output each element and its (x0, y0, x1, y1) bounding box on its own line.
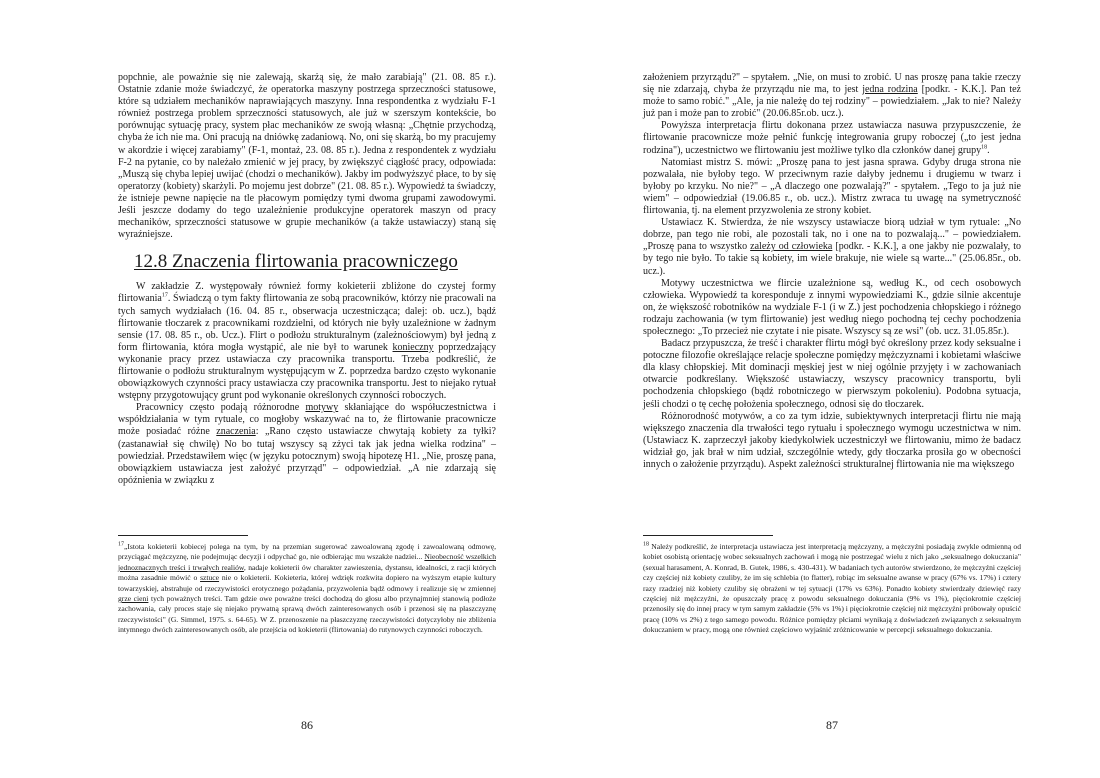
text-run: „Istota kokieterii kobiecej polega na tym, by na przemian sugerować zawoalowaną zgodę i zawoalowaną odmowę, przyciągać mężczyznę, nie podejmując decyzji i odpychać go, nie odbierając mu wszakże nadziei... (118, 542, 496, 562)
text-run: poprzedzający wykonanie pracy przez ustawiacza czy pracownika transportu. Trzeba podkreślić, że flirtowanie o podłożu strukturalnym występującym w Z. poprzedza bardzo często wykonanie obowiązkowych czynności pracy ustawiacza czy pracownika transportu. Jest to niejako rytuał wstępny przygotowujący grunt pod wykonanie określonych czynności roboczych. (118, 341, 496, 402)
paragraph: Natomiast mistrz S. mówi: „Proszę pana to jest jasna sprawa. Gdyby druga strona nie pozwalała, nie byłoby tego. W przeciwnym razie dałyby jednemu i drugiemu w twarz i byłoby po krzyku. No nie?" – „A dlaczego one pozwalają?" - spytałem. „Tego to ja już nie wiem" – odpowiedział (19.06.85 r., ob. ucz.). Mistrz zwraca tu uwagę na symetryczność flirtowania, tj. na element przyzwolenia ze strony kobiet. (643, 156, 1021, 217)
footnote-number: 17 (118, 541, 124, 548)
text-run: Powyższa interpretacja flirtu dokonana przez ustawiacza nasuwa przypuszczenie, że flirtowanie pracownicze może pełnić funkcję integrowania grupy roboczej („to jest jedna rodzina"), uczestnictwo we flirtowaniu jest możliwe tylko dla członków danej grupy (643, 120, 1021, 156)
underlined-word: znaczenia (216, 426, 256, 438)
text-run: , nadaje kokieterii ów charakter zawieszenia, dystansu, idealności, z racji których można zasadnie mówić o (118, 562, 496, 583)
paragraph (118, 402, 496, 487)
underlined-phrase: grze cieni (118, 594, 149, 604)
text-run: nie o kokieterii. Kokieteria, której wdzięk rozkwita dopiero na wyższym etapie kultury towarzyskiej, abstrahuje od rzeczywistości erotycznego pożądania, przyzwolenia bądź odmowy i realizuje się w zmiennej (118, 573, 496, 593)
footnote-number: 18 (643, 541, 649, 548)
paragraph: popchnie, ale poważnie się nie zalewają, skarżą się, że mało zarabiają" (21. 08. 85 r.). Ostatnie zdanie może świadczyć, że operatorka maszyny postrzega sprzeczności statusowe, które są udziałem mechaników naprawiających maszyny. Inna respondentka z wydziału F-1 również postrzega problem sprzeczności statusowych, ale już w szerszym kontekście, bo porównując sytuację pracy, system płac mechaników ze swoją własną: „Chętnie przychodzą, chyba że ich nie ma. Oni pracują na dniówkę zadaniową. No, oni się skarżą, bo my pracujemy w akordzie i więcej zarabiamy" (F-1, montaż, 23. 08. 85 r.). Jedna z respondentek z wydziału F-2 na pytanie, co by należało zmienić w jej pracy, by zwiększyć ciągłość pracy, odpowiada: „Muszą się chyba lepiej uwijać (chodzi o mechaników). Jakby im podwyższyć płace, to by się operatorzy (kobiety) skarżyli. Po mojemu jest dobrze" (21. 08. 85 r.). Wypowiedź ta świadczy, że istnieje pewne napięcie na tle płacowym pomiędzy tymi dwoma grupami zawodowymi. Jeśli jeszcze dodamy do tego uzależnienie produkcyjne operatorek maszyn od pracy mechaników, sprzeczności statusowe w grupie mechaników (a także ustawiaczy) staną się wyraźniejsze. (118, 72, 496, 241)
text-run: Należy podkreślić, że interpretacja ustawiacza jest interpretacją mężczyzny, a mężczyźni posiadają zwykle odmienną od kobiet osobistą orientację wobec seksualnych zachowań i mogą nie postrzegać wielu z nich jako „seksualnego dokuczania" (sexual harasament, A. Konrad, B. Gutek, 1986, s. 430-431). W badaniach tych autorów stwierdzono, że mężczyźni częściej czy częściej niż kobiety czuliby, że im się schlebia (to flatter), robiąc im seksualne awanse w pracy (67% vs. 17%) i cztery razy rzadziej niż kobiety czuliby się obrażeni w tej sytuacji (17% vs 63%). Ponadto kobiety stwierdzały dziewięć razy częściej niż mężczyźni, że opuszczały pracę z powodu seksualnego dokuczania (9% vs 1%), pięciokrotnie częściej przenosiły się do innej pracy w tym samym zakładzie (5% vs 1%) i pięciokrotnie częściej niż mężczyźni próbowały opuścić pracę (10% vs 2%) z tego samego powodu. Różnice pomiędzy płciami wynikają z doświadczeń związanych z seksualnym dokuczaniem w pracy, mogą one również częściowo wyjaśnić zróżnicowanie w percepcji seksualnego dokuczania. (643, 542, 1021, 635)
footnote (643, 542, 1021, 636)
page-number-left: 86 (301, 718, 313, 732)
section-heading: 12.8 Znaczenia flirtowania pracowniczego (134, 251, 458, 273)
text-run: W zakładzie Z. występowały również formy kokieterii zbliżone do czystej formy flirtowania (118, 281, 496, 305)
page-number-right: 87 (826, 718, 838, 732)
paragraph: Różnorodność motywów, a co za tym idzie, subiektywnych interpretacji flirtu nie mają większego znaczenia dla trwałości tego rytuału i społecznego wymogu uczestnictwa w nim. (Ustawiacz K. zaprzeczył jakoby kiedykolwiek uczestniczył we flirtowaniu, mimo że badacz widział go, jak brał w nim udział, szczególnie wtedy, gdy tłoczarka prosiła go w obecności innych o założenie przyrządu). Aspekt zależności strukturalnej flirtowania nie ma większego (643, 410, 1021, 470)
left-footnotes (118, 535, 496, 636)
text-run: założeniem przyrządu?" – spytałem. „Nie, on musi to zrobić. U nas proszę pana takie rzeczy się nie zdarzają, chyba że przyrządu nie ma, to jest (643, 72, 1021, 96)
footnote-rule (118, 535, 248, 536)
paragraph (118, 281, 496, 402)
right-page (643, 72, 1021, 471)
right-footnotes (643, 535, 1021, 636)
underlined-phrase: Nieobecność wszelkich jednoznacznych treści i trwałych realiów (118, 552, 497, 572)
footnote-rule (643, 535, 773, 536)
footnote-ref: 18 (981, 144, 988, 151)
text-run: [podkr. - K.K.], a one jakby nie pozwalały, to by tego nie było. To takie są kobiety, im wiele brakuje, nie wiele są warte..." (25.06.85r., ob. ucz.). (643, 241, 1021, 277)
paragraph (643, 120, 1021, 156)
underlined-phrase: zależy od człowieka (750, 241, 833, 253)
text-run: . Świadczą o tym fakty flirtowania ze sobą pracowników, którzy nie pracowali na tych samych wydziałach (16. 04. 85 r., obserwacja uczestnicząca; dalej: ob. ucz.), bądź flirtowanie tłoczarek z pracownikami rozdzielni, od których nie były uzależnione w żadnym sensie (17. 08. 85 r., ob. Ucz.). Flirt o podłożu strukturalnym (zależnościowym) był jedną z form flirtowania, która mogła wystąpić, ale nie był to warunek (118, 293, 496, 353)
paragraph (643, 217, 1021, 277)
text-run: tych poważnych treści. Tam gdzie owe poważne treści dochodzą do głosu albo przynajmniej stanowią podłoże zachowania, cały proces staje się niejako prywatną sprawą dwóch zainteresowanych osób i przenosi się na płaszczyznę rzeczywistości" (G. Simmel, 1975. s. 64-65). W Z. przenoszenie na płaszczyznę rzeczywistości dotyczyłoby nie zbliżenia intymnego dwóch zainteresowanych osób, ale przejścia od kokieterii (flirtowania) do rutynowych czynności roboczych. (118, 594, 497, 635)
underlined-word: sztuce (200, 573, 220, 583)
text-run: Pracownicy często podają różnorodne (136, 402, 306, 414)
left-page (118, 72, 496, 487)
underlined-word: konieczny (392, 341, 434, 353)
underlined-word: motywy (305, 402, 339, 414)
text-run: [podkr. - K.K.]. Pan też może to samo robić." „Ale, ja nie należę do tej rodziny" – powiedziałem. „Jak to nie? Należy już pan i może pan to zrobić" (20.06.85r.ob. ucz.). (643, 84, 1021, 120)
text-run: Ustawiacz K. Stwierdza, że nie wszyscy ustawiacze biorą udział w tym rytuale: „No dobrze, pan tego nie robi, ale pozostali tak, no i one na to pozwalają..." – powiedziałem. „Proszę pana to wszystko (643, 217, 1021, 253)
paragraph: Badacz przypuszcza, że treść i charakter flirtu mógł być określony przez kody seksualne i potoczne filozofie określające relacje społeczne pomiędzy mężczyznami i kobietami właściwe dla klasy chłopskiej. Mit dominacji męskiej jest w niej ogólnie przyjęty i w zachowaniach otwarcie podkreślany. Większość ustawiaczy, wszyscy pracownicy transportu, byli pochodzenia chłopskiego (bądź robotniczego w pierwszym pokoleniu). Podobna sytuacja, jeśli chodzi o tę cechę położenia społecznego, odnosi się do tłoczarek. (643, 338, 1021, 410)
left-page-body (118, 72, 496, 487)
right-page-body (643, 72, 1021, 471)
paragraph: Motywy uczestnictwa we flircie uzależnione są, według K., od cech osobowych człowieka. Wypowiedź ta koresponduje z innymi wypowiedziami K., gdzie silnie akcentuje on, że większość robotników na wydziale F-1 (i w Z.) jest pochodzenia chłopskiego i różnego rodzaju zachowania (w tym flirtowanie) jest według niego pochodną tej cechy pochodzenia społecznego: „To przecież nie czytate i nie pisate. Wszyscy są ze wsi" (ob. ucz. 31.05.85r.). (643, 277, 1021, 337)
text-run: skłaniające do współuczestnictwa i współdziałania w tym rytuale, co mogłoby wskazywać na to, że flirtowanie pracownicze może posiadać różne (118, 402, 496, 438)
paragraph (643, 72, 1021, 120)
footnote-ref: 17 (161, 293, 168, 300)
text-run: . (987, 144, 990, 156)
footnote (118, 542, 496, 636)
underlined-phrase: jedna rodzina (862, 84, 918, 96)
text-run: : „Rano często ustawiacze chwytają kobiety za tyłki? (zastanawiał się chwilę) No bo tutaj wszyscy są zżyci tak jak jedna wielka rodzina" – powiedział. Przedstawiłem więc (w języku potocznym) swoją hipotezę H1. „Nie, proszę pana, obowiązkiem ustawiacza jest założyć przyrząd" – odpowiedział. „A nie zdarzają się opóźnienia w związku z (118, 426, 496, 486)
